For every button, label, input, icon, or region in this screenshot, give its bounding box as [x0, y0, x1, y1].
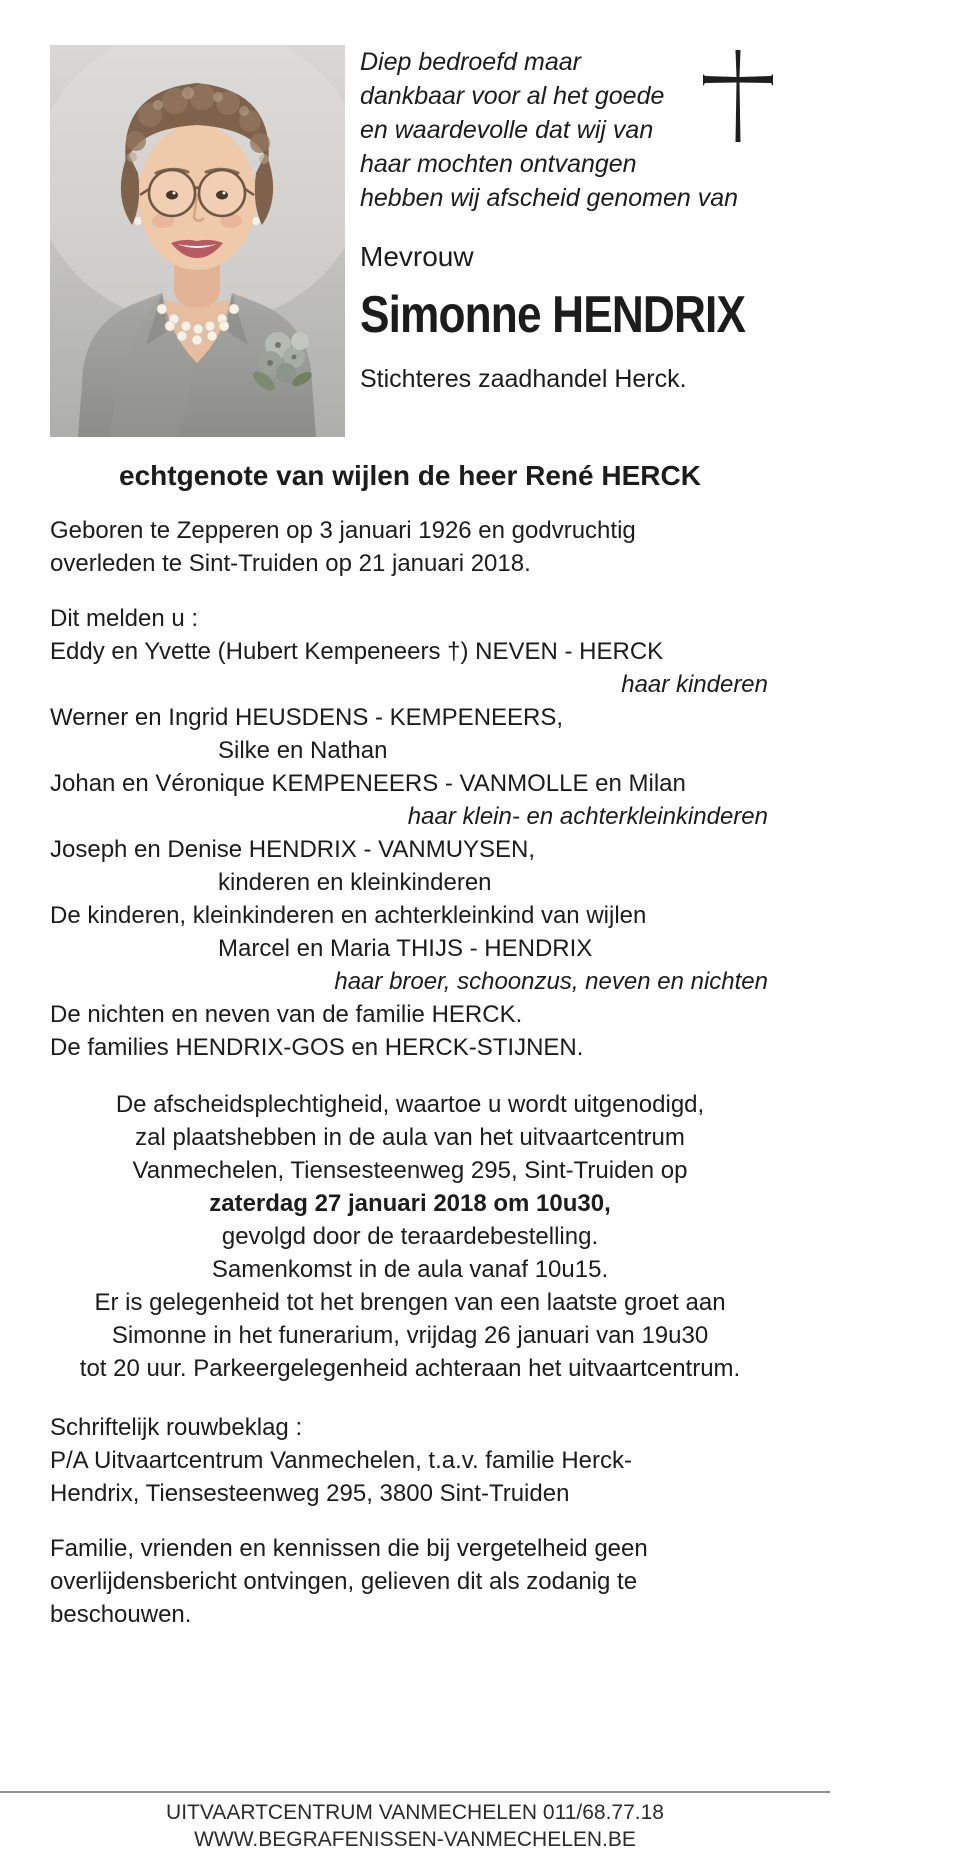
deceased-name: Simonne HENDRIX	[360, 286, 746, 344]
family-line: Silke en Nathan	[218, 737, 388, 764]
ceremony-section	[50, 1088, 770, 1385]
condolence-line: P/A Uitvaartcentrum Vanmechelen, t.a.v. familie Herck-	[50, 1447, 632, 1474]
notice-section	[50, 1532, 770, 1631]
ceremony-line: Simonne in het funerarium, vrijdag 26 januari van 19u30	[111, 1322, 709, 1349]
ceremony-line: Er is gelegenheid tot het brengen van een laatste groet aan	[94, 1289, 726, 1316]
intro-line: Diep bedroefd maar	[360, 48, 581, 76]
intro-line: en waardevolle dat wij van	[360, 116, 654, 144]
cross-icon	[701, 48, 775, 144]
ceremony-line: De afscheidsplechtigheid, waartoe u wordt uitgenodigd,	[115, 1091, 705, 1118]
family-line: Eddy en Yvette (Hubert Kempeneers †) NEVEN - HERCK	[50, 638, 664, 665]
footer-website-line: WWW.BEGRAFENISSEN-VANMECHELEN.BE	[194, 1828, 636, 1851]
deceased-subtitle: Stichteres zaadhandel Herck.	[360, 365, 687, 393]
announcement-heading: Dit melden u :	[50, 605, 199, 632]
notice-line: overlijdensbericht ontvingen, gelieven dit als zodanig te	[50, 1568, 638, 1595]
intro-line: haar mochten ontvangen	[360, 150, 637, 178]
ceremony-line: Vanmechelen, Tiensesteenweg 295, Sint-Truiden op	[132, 1157, 688, 1184]
family-line: Johan en Véronique KEMPENEERS - VANMOLLE en Milan	[50, 770, 686, 797]
family-relation-line: haar broer, schoonzus, neven en nichten	[334, 968, 768, 995]
ceremony-line: gevolgd door de teraardebestelling.	[221, 1223, 599, 1250]
family-line: De nichten en neven van de familie HERCK.	[50, 1001, 523, 1028]
family-line: De kinderen, kleinkinderen en achterkleinkind van wijlen	[50, 902, 647, 929]
birth-death-section	[50, 514, 770, 580]
family-line: De families HENDRIX-GOS en HERCK-STIJNEN.	[50, 1034, 584, 1061]
ceremony-date-line: zaterdag 27 januari 2018 om 10u30,	[209, 1190, 611, 1217]
intro-line: dankbaar voor al het goede	[360, 82, 665, 110]
footer	[0, 1791, 830, 1853]
ceremony-line: tot 20 uur. Parkeergelegenheid achteraan het uitvaartcentrum.	[79, 1355, 741, 1382]
family-line: Joseph en Denise HENDRIX - VANMUYSEN,	[50, 836, 536, 863]
notice-line: beschouwen.	[50, 1601, 192, 1628]
footer-phone-line: UITVAARTCENTRUM VANMECHELEN 011/68.77.18	[166, 1801, 664, 1824]
birth-death-line: Geboren te Zepperen op 3 januari 1926 en godvruchtig	[50, 517, 636, 544]
condolence-section	[50, 1411, 770, 1510]
family-line: Marcel en Maria THIJS - HENDRIX	[218, 935, 593, 962]
family-line: kinderen en kleinkinderen	[218, 869, 492, 896]
salutation: Mevrouw	[360, 241, 474, 272]
spouse-line: echtgenote van wijlen de heer René HERCK	[119, 460, 701, 491]
card-content	[50, 0, 770, 1631]
family-relation-line: haar kinderen	[621, 671, 768, 698]
birth-death-line: overleden te Sint-Truiden op 21 januari 2018.	[50, 550, 531, 577]
portrait-photo	[50, 45, 345, 437]
card-header	[50, 45, 770, 442]
condolence-line: Schriftelijk rouwbeklag :	[50, 1414, 303, 1441]
condolence-line: Hendrix, Tiensesteenweg 295, 3800 Sint-Truiden	[50, 1480, 570, 1507]
notice-line: Familie, vrienden en kennissen die bij vergetelheid geen	[50, 1535, 648, 1562]
ceremony-line: Samenkomst in de aula vanaf 10u15.	[211, 1256, 609, 1283]
intro-line: hebben wij afscheid genomen van	[360, 184, 739, 212]
family-line: Werner en Ingrid HEUSDENS - KEMPENEERS,	[50, 704, 564, 731]
ceremony-line: zal plaatshebben in de aula van het uitvaartcentrum	[135, 1124, 685, 1151]
announcement-section	[50, 602, 770, 1064]
family-relation-line: haar klein- en achterkleinkinderen	[407, 803, 768, 830]
